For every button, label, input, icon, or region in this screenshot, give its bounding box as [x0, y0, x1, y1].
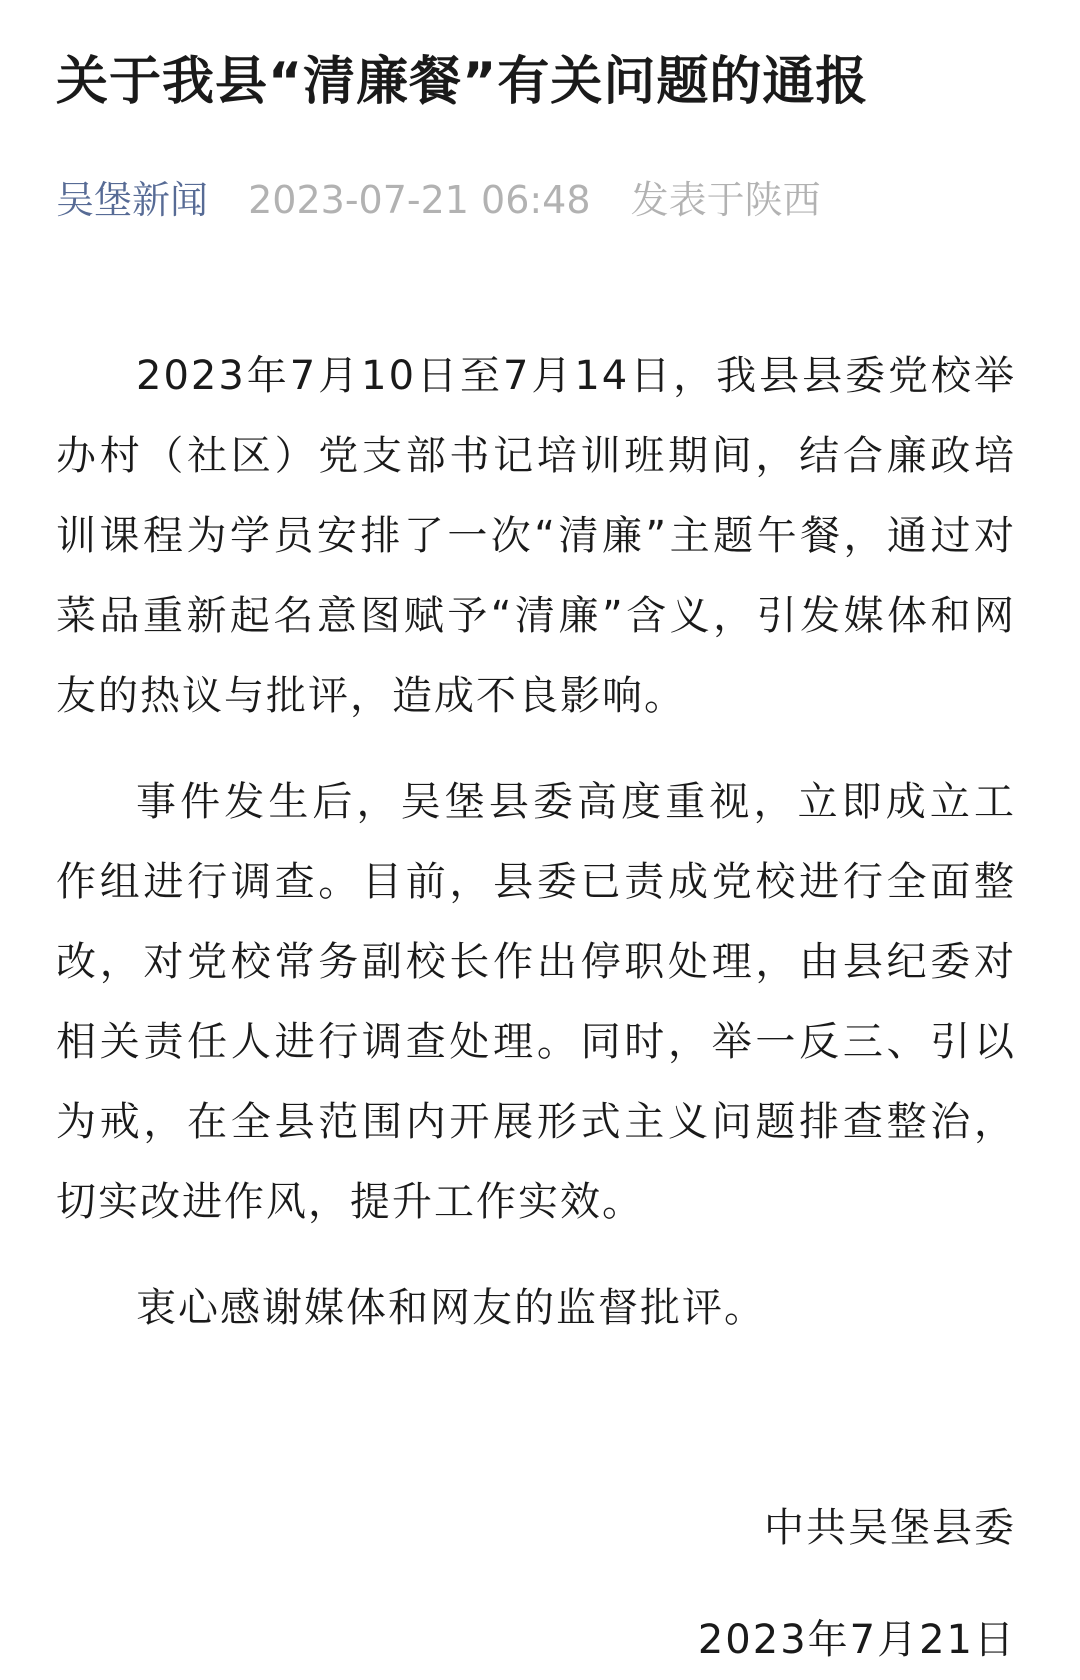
article-meta	[56, 174, 1016, 226]
signature-org: 中共吴堡县委	[764, 1505, 1016, 1551]
paragraph: 事件发生后，吴堡县委高度重视，立即成立工作组进行调查。目前，县委已责成党校进行全面整改，对党校常务副校长作出停职处理，由县纪委对相关责任人进行调查处理。同时，举一反三、引以为戒，在全县范围内开展形式主义问题排查整治，切实改进作风，提升工作实效。	[56, 779, 1016, 1225]
paragraph: 衷心感谢媒体和网友的监督批评。	[136, 1285, 766, 1331]
signature-date: 2023年7月21日	[697, 1617, 1016, 1663]
article-title: 关于我县“清廉餐”有关问题的通报	[56, 52, 869, 112]
article	[56, 40, 1016, 1680]
publish-location: 发表于陕西	[630, 178, 821, 222]
publish-time: 2023-07-21 06:48	[248, 178, 591, 222]
article-body	[56, 336, 1016, 1680]
account-name-link[interactable]: 吴堡新闻	[56, 178, 209, 222]
paragraph: 2023年7月10日至7月14日，我县县委党校举办村（社区）党支部书记培训班期间，结合廉政培训课程为学员安排了一次“清廉”主题午餐，通过对菜品重新起名意图赋予“清廉”含义，引发媒体和网友的热议与批评，造成不良影响。	[56, 353, 1016, 719]
